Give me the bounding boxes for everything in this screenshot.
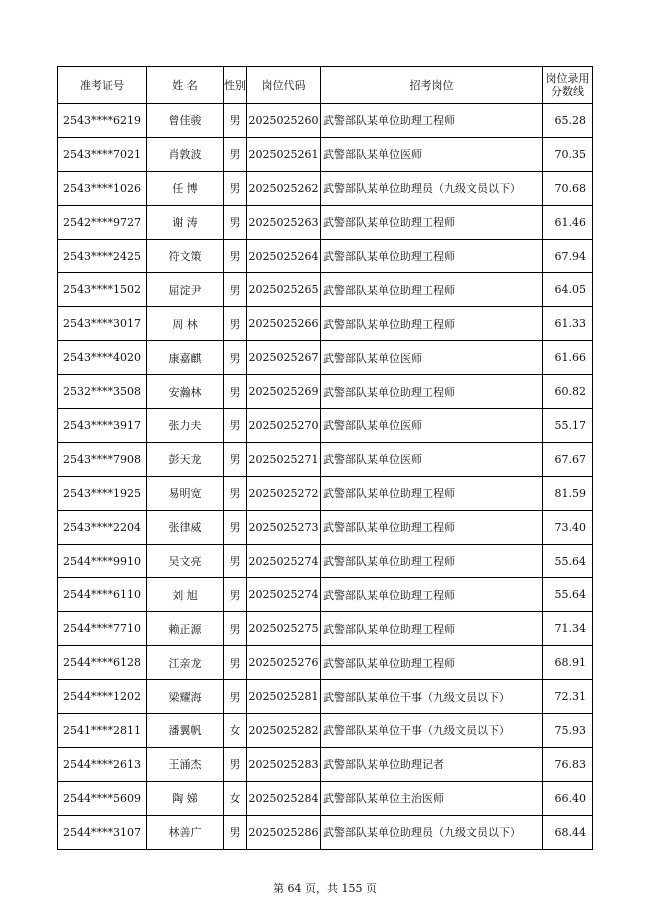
cell-score: 72.31 [543, 680, 593, 714]
cell-name: 安瀚林 [147, 375, 224, 409]
cell-score: 75.93 [543, 714, 593, 748]
table-row [58, 171, 593, 205]
cell-gender: 男 [224, 137, 247, 171]
cell-post-code: 2025025274 [247, 578, 321, 612]
cell-gender: 女 [224, 781, 247, 815]
table-row [58, 680, 593, 714]
cell-exam-no: 2541****2811 [58, 714, 147, 748]
table-row [58, 714, 593, 748]
cell-exam-no: 2544****7710 [58, 612, 147, 646]
cell-post-code: 2025025262 [247, 171, 321, 205]
cell-post-code: 2025025270 [247, 409, 321, 443]
cell-exam-no: 2543****4020 [58, 341, 147, 375]
cell-exam-no: 2543****6219 [58, 104, 147, 138]
cell-name: 屈淀尹 [147, 273, 224, 307]
cell-post-code: 2025025264 [247, 239, 321, 273]
cell-name: 肖敦波 [147, 137, 224, 171]
cell-post: 武警部队某单位助理员（九级文员以下） [321, 171, 543, 205]
cell-exam-no: 2543****1925 [58, 476, 147, 510]
cell-name: 张力夫 [147, 409, 224, 443]
cell-score: 55.64 [543, 544, 593, 578]
cell-post-code: 2025025271 [247, 442, 321, 476]
page-footer: 第 64 页，共 155 页 [273, 882, 377, 895]
cell-score: 68.91 [543, 646, 593, 680]
cell-gender: 男 [224, 544, 247, 578]
cell-post: 武警部队某单位干事（九级文员以下） [321, 714, 543, 748]
cell-post: 武警部队某单位医师 [321, 442, 543, 476]
cell-post: 武警部队某单位主治医师 [321, 781, 543, 815]
cell-gender: 男 [224, 375, 247, 409]
cell-post-code: 2025025261 [247, 137, 321, 171]
cell-post-code: 2025025272 [247, 476, 321, 510]
cell-gender: 男 [224, 273, 247, 307]
cell-post: 武警部队某单位助理工程师 [321, 578, 543, 612]
cell-post: 武警部队某单位助理工程师 [321, 646, 543, 680]
cell-name: 谢 涛 [147, 205, 224, 239]
cell-post-code: 2025025281 [247, 680, 321, 714]
cell-exam-no: 2544****9910 [58, 544, 147, 578]
cell-exam-no: 2543****3017 [58, 307, 147, 341]
table-row [58, 307, 593, 341]
cell-post-code: 2025025267 [247, 341, 321, 375]
cell-gender: 男 [224, 476, 247, 510]
cell-post-code: 2025025286 [247, 815, 321, 849]
cell-exam-no: 2543****7021 [58, 137, 147, 171]
cell-gender: 男 [224, 442, 247, 476]
table-row [58, 510, 593, 544]
cell-post: 武警部队某单位助理员（九级文员以下） [321, 815, 543, 849]
cell-post: 武警部队某单位医师 [321, 409, 543, 443]
cell-name: 赖正源 [147, 612, 224, 646]
table-row [58, 409, 593, 443]
cell-name: 彭天龙 [147, 442, 224, 476]
cell-name: 曾佳骏 [147, 104, 224, 138]
cell-gender: 男 [224, 612, 247, 646]
results-table [57, 66, 593, 850]
table-row [58, 476, 593, 510]
cell-score: 73.40 [543, 510, 593, 544]
cell-post: 武警部队某单位医师 [321, 137, 543, 171]
table-row [58, 205, 593, 239]
cell-gender: 男 [224, 239, 247, 273]
cell-exam-no: 2544****6128 [58, 646, 147, 680]
cell-exam-no: 2544****6110 [58, 578, 147, 612]
header-score: 岗位录用分数线 [543, 67, 593, 104]
table-row [58, 341, 593, 375]
cell-name: 张律威 [147, 510, 224, 544]
cell-gender: 男 [224, 307, 247, 341]
cell-score: 61.46 [543, 205, 593, 239]
cell-score: 68.44 [543, 815, 593, 849]
cell-score: 70.68 [543, 171, 593, 205]
cell-post-code: 2025025284 [247, 781, 321, 815]
header-post-code: 岗位代码 [247, 67, 321, 104]
cell-post-code: 2025025282 [247, 714, 321, 748]
cell-gender: 男 [224, 409, 247, 443]
table-row [58, 375, 593, 409]
cell-exam-no: 2543****7908 [58, 442, 147, 476]
cell-post: 武警部队某单位助理工程师 [321, 612, 543, 646]
cell-gender: 男 [224, 747, 247, 781]
cell-exam-no: 2532****3508 [58, 375, 147, 409]
cell-exam-no: 2544****2613 [58, 747, 147, 781]
cell-score: 61.66 [543, 341, 593, 375]
table-row [58, 273, 593, 307]
cell-name: 江亲龙 [147, 646, 224, 680]
cell-gender: 男 [224, 171, 247, 205]
cell-name: 王涌杰 [147, 747, 224, 781]
table-row [58, 747, 593, 781]
cell-gender: 男 [224, 104, 247, 138]
cell-name: 符文策 [147, 239, 224, 273]
cell-post: 武警部队某单位医师 [321, 341, 543, 375]
cell-exam-no: 2543****3917 [58, 409, 147, 443]
header-row [58, 67, 593, 104]
table-row [58, 815, 593, 849]
cell-exam-no: 2543****1502 [58, 273, 147, 307]
cell-score: 60.82 [543, 375, 593, 409]
cell-post: 武警部队某单位助理工程师 [321, 273, 543, 307]
cell-post: 武警部队某单位助理工程师 [321, 510, 543, 544]
cell-exam-no: 2544****5609 [58, 781, 147, 815]
cell-score: 55.17 [543, 409, 593, 443]
cell-score: 70.35 [543, 137, 593, 171]
cell-name: 刘 旭 [147, 578, 224, 612]
cell-post: 武警部队某单位助理工程师 [321, 476, 543, 510]
cell-score: 66.40 [543, 781, 593, 815]
cell-post: 武警部队某单位干事（九级文员以下） [321, 680, 543, 714]
cell-name: 梁耀海 [147, 680, 224, 714]
table-row [58, 578, 593, 612]
cell-gender: 男 [224, 341, 247, 375]
cell-score: 71.34 [543, 612, 593, 646]
table-row [58, 104, 593, 138]
cell-gender: 男 [224, 815, 247, 849]
cell-post: 武警部队某单位助理工程师 [321, 239, 543, 273]
cell-post-code: 2025025266 [247, 307, 321, 341]
cell-gender: 男 [224, 205, 247, 239]
cell-name: 林善广 [147, 815, 224, 849]
cell-score: 67.94 [543, 239, 593, 273]
cell-post: 武警部队某单位助理记者 [321, 747, 543, 781]
cell-score: 81.59 [543, 476, 593, 510]
cell-score: 65.28 [543, 104, 593, 138]
cell-post: 武警部队某单位助理工程师 [321, 307, 543, 341]
cell-exam-no: 2543****1026 [58, 171, 147, 205]
cell-name: 易明宽 [147, 476, 224, 510]
cell-name: 周 林 [147, 307, 224, 341]
cell-exam-no: 2543****2204 [58, 510, 147, 544]
cell-post-code: 2025025263 [247, 205, 321, 239]
cell-exam-no: 2544****1202 [58, 680, 147, 714]
cell-post-code: 2025025274 [247, 544, 321, 578]
cell-post: 武警部队某单位助理工程师 [321, 375, 543, 409]
cell-gender: 男 [224, 680, 247, 714]
cell-exam-no: 2542****9727 [58, 205, 147, 239]
header-exam-no: 准考证号 [58, 67, 147, 104]
cell-name: 潘翼帆 [147, 714, 224, 748]
cell-gender: 女 [224, 714, 247, 748]
cell-gender: 男 [224, 578, 247, 612]
cell-name: 康嘉麒 [147, 341, 224, 375]
cell-score: 64.05 [543, 273, 593, 307]
cell-score: 55.64 [543, 578, 593, 612]
cell-exam-no: 2544****3107 [58, 815, 147, 849]
cell-score: 67.67 [543, 442, 593, 476]
cell-post-code: 2025025260 [247, 104, 321, 138]
cell-gender: 男 [224, 510, 247, 544]
cell-post-code: 2025025275 [247, 612, 321, 646]
cell-post-code: 2025025269 [247, 375, 321, 409]
cell-gender: 男 [224, 646, 247, 680]
cell-post-code: 2025025273 [247, 510, 321, 544]
table-row [58, 646, 593, 680]
header-name: 姓 名 [147, 67, 224, 104]
table-row [58, 781, 593, 815]
table-row [58, 612, 593, 646]
table-row [58, 544, 593, 578]
cell-post-code: 2025025265 [247, 273, 321, 307]
table-row [58, 442, 593, 476]
cell-post: 武警部队某单位助理工程师 [321, 544, 543, 578]
header-gender: 性别 [224, 67, 247, 104]
cell-post-code: 2025025276 [247, 646, 321, 680]
cell-post: 武警部队某单位助理工程师 [321, 104, 543, 138]
cell-post-code: 2025025283 [247, 747, 321, 781]
header-post: 招考岗位 [321, 67, 543, 104]
cell-name: 陶 娣 [147, 781, 224, 815]
cell-name: 吴文亮 [147, 544, 224, 578]
cell-name: 任 博 [147, 171, 224, 205]
cell-exam-no: 2543****2425 [58, 239, 147, 273]
cell-score: 61.33 [543, 307, 593, 341]
table-row [58, 239, 593, 273]
cell-post: 武警部队某单位助理工程师 [321, 205, 543, 239]
cell-score: 76.83 [543, 747, 593, 781]
table-row [58, 137, 593, 171]
